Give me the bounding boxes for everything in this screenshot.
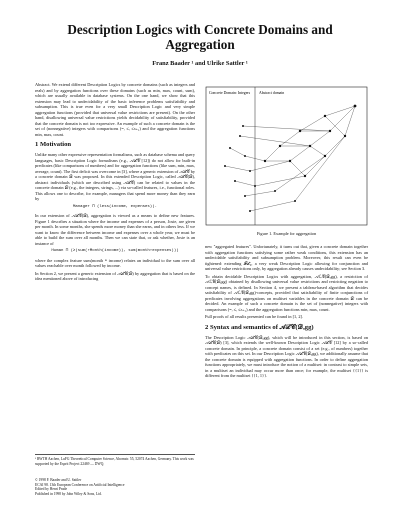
left-column [35,82,195,284]
section-2-heading: 2 Syntax and semantics of 𝒜ℒ𝒞(𝒟ₐgg) [205,323,314,331]
authors: Franz Baader ¹ and Ulrike Sattler ¹ [152,60,248,67]
right-paragraph-1: new "aggregated features". Unfortunately, it turns out that, given a concrete domain together with aggregation functions satisfying some rather weak conditions, this extension has an undecidable satisfiability and subsumption problem. Moreover, this result can even be tightened: extending 𝓕ℒ₀, a very weak Description Logic allowing for conjunction and universal value restrictions only, by aggregation already causes undecidability; see Section 3. [205,244,368,271]
section-1-paragraph-1: Unlike many other expressive representation formalisms, such as database schema and query languages, basic Description Logic formalisms (e.g., 𝒜ℒ𝒞 [12]) do not allow for built-in predicates (like comparisons of numbers) and for aggregation functions (like sum, min, max, average, count). The first deficit was overcome in [3], where a generic extension of 𝒜ℒ𝒞 by a concrete domain 𝒟 was proposed. In this extended Description Logic, called 𝒜ℒ𝒞(𝒟), abstract individuals (which are described using 𝒜ℒ𝒞) can be related to values in the concrete domain 𝒟 (e.g., the integers, strings, ...) via so-called features, i.e., functional roles. This allows one to describe, for example, managers that spend more money than they earn by [35,152,195,201]
formula-2: Human ⊓ (≥(sum(∘Month(income)), sum(month∘expenses))) [51,249,179,253]
figure-1-diagram [205,86,368,226]
figure-caption: Figure 1. Example for aggregation [256,231,317,236]
section-1-paragraph-4: In Section 2, we present a generic extension of 𝒜ℒ𝒞(𝒟) by aggregation that is based on the idea mentioned above of introducing [35,270,195,281]
title-line-1: Description Logics with Concrete Domains and [67,22,333,37]
right-paragraph-2: To obtain decidable Description Logics with aggregation, 𝒜ℒ𝒞(𝒟ₐgg), a restriction of 𝒜ℒ𝒞(𝒟ₐgg) obtained by disallowing universal value restrictions and restricting negation to concept names, is defined. In Section 4, we present a tableau-based algorithm that decides satisfiability of 𝒜ℒ𝒞(𝒟ₐgg)-concepts, provided that satisfiability of finite conjunctions of predicates involving aggregations on multiset variables in the concrete domain 𝒟 can be decided. An example of such a concrete domain is the set of (nonnegative) integers with comparisons (=, ≤, ≤ₙ₊₁) and the aggregation functions min, max, count. [205,273,368,312]
figure-border [206,87,367,225]
concrete-domain-label: Concrete Domain: Integers [209,91,251,95]
figure-nodes [224,105,356,212]
abstract: Abstract. We extend different Description Logics by concrete domains (such as integers and reals) and by aggregation functions over these domains (such as min, max, count, sum), which are usually available in database systems. On the one hand, we show that this extension may lead to undecidability of the basic inference problems satisfiability and subsumption. This is true even for a very small Description Logic and very simple aggregation functions (provided that universal value restrictions are present). On the other hand, disallowing universal value restrictions yields decidability of satisfiability, provided that the concrete domain is not too expressive. An example of such a concrete domain is the set of (nonnegative) integers with comparisons (=, ≤, ≤ₙ₊₁) and the aggregation functions min, max, count. [35,82,195,137]
copyright: © 1998 F. Baader and U. Sattler ECAI 98. 13th European Conference on Artificial Intelligence Edited by Henri Prade Published in 1998 by John Wiley & Sons, Ltd. [35,478,125,496]
section-1-paragraph-2: In our extension of 𝒜ℒ𝒞(𝒟), aggregation is viewed as a means to define new features. Figure 1 describes a situation where the income and expenses of a person, Josie, are given per month. In some months, she spends more money than she earns, and in others less. If we want to know the difference between income and expenses over a whole year, we must be able to build the sum over all months. Then we can state that, or ask whether, Josie is an instance of [35,213,195,246]
right-paragraph-3: Full proofs of all results presented can be found in [1, 2]. [205,314,303,319]
section-1-heading: 1 Motivation [35,141,72,148]
paper-title [0,22,400,52]
section-2-paragraph-1: The Description Logic 𝒜ℒ𝒞(𝒟ₐgg), which will be introduced in this section, is based on 𝒜ℒ𝒞(𝒟) [3], which extends the well-known Description Logic 𝒜ℒ𝒞 [12] by a so-called concrete domain. In principle, a concrete domain consist of a set (e.g., of numbers) together with predicates on this set. In our Description Logic 𝒜ℒ𝒞(𝒟ₐgg), we additionally assume that the concrete domain is equipped with aggregation functions. In order to define aggregation functions appropriately, we must introduce the notion of a multiset: in contrast to simple sets, in a multiset an individual may occur more than once; for example, the multiset {{1}} is different from the multiset {{1, 1}}. [205,334,368,378]
footnote: ¹ RWTH Aachen, LuFG Theoretical Computer Science, Ahornstr. 55, 52074 Aachen, Germany. This work was supported by the Esprit Project 22469 — DWQ. [35,454,195,466]
right-column [205,244,368,381]
formula-1: Manager ⊓ (less(income, expenses)). [72,204,158,209]
section-1-paragraph-3: where the complex feature sum(month ∘ income) relates an individual to the sum over all values reachable over month followed by income. [35,257,195,268]
abstract-domain-label: Abstract domain [259,91,285,95]
title-line-2: Aggregation [165,37,235,52]
